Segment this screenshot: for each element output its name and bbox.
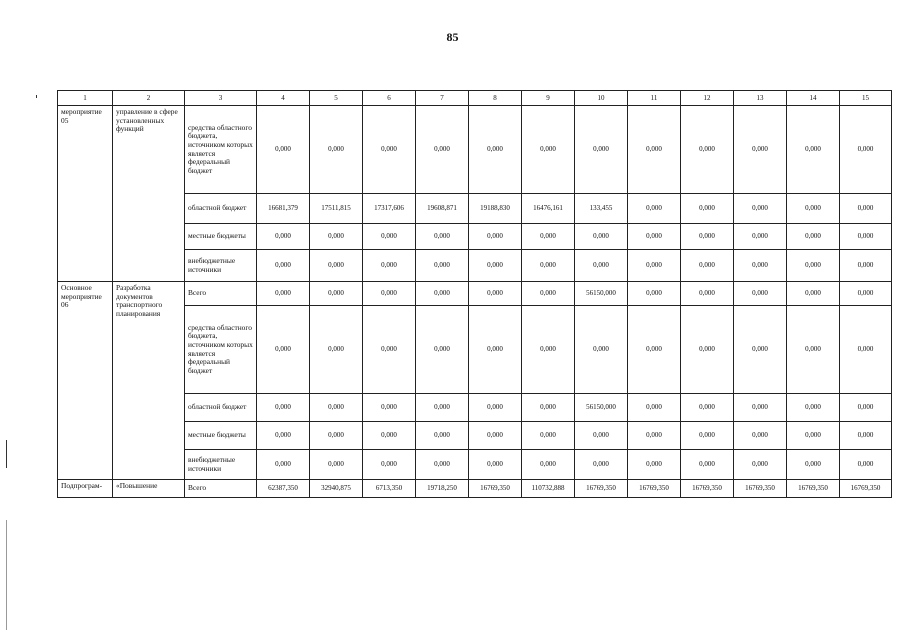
value-cell: 0,000 xyxy=(787,250,840,282)
event-title-cell: Разработка документов транспортного планирования xyxy=(113,282,185,480)
value-cell: 0,000 xyxy=(416,422,469,450)
value-cell: 0,000 xyxy=(469,306,522,394)
value-cell: 0,000 xyxy=(840,106,892,194)
value-cell: 0,000 xyxy=(469,224,522,250)
value-cell: 0,000 xyxy=(628,450,681,480)
value-cell: 0,000 xyxy=(840,450,892,480)
value-cell: 0,000 xyxy=(310,224,363,250)
value-cell: 0,000 xyxy=(310,282,363,306)
header-cell: 12 xyxy=(681,91,734,106)
value-cell: 0,000 xyxy=(681,250,734,282)
value-cell: 0,000 xyxy=(840,394,892,422)
header-cell: 7 xyxy=(416,91,469,106)
value-cell: 0,000 xyxy=(628,306,681,394)
value-cell: 16769,350 xyxy=(575,480,628,498)
value-cell: 0,000 xyxy=(310,394,363,422)
funding-source-cell: средства областного бюджета, источником которых является федеральный бюджет xyxy=(185,106,257,194)
header-cell: 15 xyxy=(840,91,892,106)
header-cell: 5 xyxy=(310,91,363,106)
funding-source-cell: областной бюджет xyxy=(185,194,257,224)
value-cell: 0,000 xyxy=(363,224,416,250)
funding-source-cell: Всего xyxy=(185,282,257,306)
value-cell: 0,000 xyxy=(734,106,787,194)
header-cell: 8 xyxy=(469,91,522,106)
value-cell: 16476,161 xyxy=(522,194,575,224)
value-cell: 0,000 xyxy=(840,194,892,224)
value-cell: 19718,250 xyxy=(416,480,469,498)
value-cell: 0,000 xyxy=(310,106,363,194)
header-cell: 14 xyxy=(787,91,840,106)
value-cell: 0,000 xyxy=(363,422,416,450)
value-cell: 0,000 xyxy=(257,394,310,422)
value-cell: 0,000 xyxy=(469,250,522,282)
header-cell: 1 xyxy=(58,91,113,106)
value-cell: 16681,379 xyxy=(257,194,310,224)
value-cell: 56150,000 xyxy=(575,282,628,306)
value-cell: 0,000 xyxy=(469,450,522,480)
scan-artifact xyxy=(36,95,37,98)
value-cell: 0,000 xyxy=(787,106,840,194)
value-cell: 0,000 xyxy=(257,282,310,306)
funding-source-cell: внебюджетные источники xyxy=(185,250,257,282)
funding-source-cell: Всего xyxy=(185,480,257,498)
value-cell: 0,000 xyxy=(522,282,575,306)
value-cell: 16769,350 xyxy=(681,480,734,498)
value-cell: 0,000 xyxy=(575,306,628,394)
value-cell: 0,000 xyxy=(257,306,310,394)
value-cell: 16769,350 xyxy=(734,480,787,498)
value-cell: 0,000 xyxy=(787,194,840,224)
value-cell: 0,000 xyxy=(734,306,787,394)
value-cell: 62387,350 xyxy=(257,480,310,498)
value-cell: 0,000 xyxy=(416,306,469,394)
value-cell: 56150,000 xyxy=(575,394,628,422)
funding-source-cell: средства областного бюджета, источником которых является федеральный бюджет xyxy=(185,306,257,394)
page-number: 85 xyxy=(446,30,459,44)
value-cell: 16769,350 xyxy=(469,480,522,498)
value-cell: 0,000 xyxy=(734,394,787,422)
value-cell: 0,000 xyxy=(575,450,628,480)
value-cell: 0,000 xyxy=(681,194,734,224)
value-cell: 0,000 xyxy=(363,106,416,194)
value-cell: 0,000 xyxy=(522,450,575,480)
value-cell: 0,000 xyxy=(469,422,522,450)
value-cell: 32940,875 xyxy=(310,480,363,498)
value-cell: 0,000 xyxy=(522,250,575,282)
value-cell: 0,000 xyxy=(522,224,575,250)
value-cell: 0,000 xyxy=(310,422,363,450)
value-cell: 0,000 xyxy=(787,450,840,480)
value-cell: 0,000 xyxy=(787,224,840,250)
value-cell: 0,000 xyxy=(681,106,734,194)
header-cell: 9 xyxy=(522,91,575,106)
value-cell: 0,000 xyxy=(840,224,892,250)
value-cell: 0,000 xyxy=(681,306,734,394)
value-cell: 0,000 xyxy=(628,250,681,282)
event-cell: Подпрограм- xyxy=(58,480,113,498)
value-cell: 0,000 xyxy=(840,282,892,306)
value-cell: 17317,606 xyxy=(363,194,416,224)
event-cell: мероприятие 05 xyxy=(58,106,113,282)
event-title-cell: управление в сфере установленных функций xyxy=(113,106,185,282)
value-cell: 0,000 xyxy=(681,394,734,422)
value-cell: 0,000 xyxy=(628,394,681,422)
funding-source-cell: местные бюджеты xyxy=(185,224,257,250)
table-row xyxy=(58,282,892,306)
value-cell: 0,000 xyxy=(522,422,575,450)
value-cell: 0,000 xyxy=(257,422,310,450)
value-cell: 0,000 xyxy=(734,194,787,224)
value-cell: 0,000 xyxy=(734,282,787,306)
value-cell: 0,000 xyxy=(363,282,416,306)
value-cell: 0,000 xyxy=(310,450,363,480)
header-cell: 2 xyxy=(113,91,185,106)
value-cell: 0,000 xyxy=(469,282,522,306)
value-cell: 19608,871 xyxy=(416,194,469,224)
value-cell: 0,000 xyxy=(257,250,310,282)
value-cell: 0,000 xyxy=(363,250,416,282)
header-cell: 11 xyxy=(628,91,681,106)
budget-table-container xyxy=(57,90,889,498)
value-cell: 0,000 xyxy=(416,394,469,422)
value-cell: 0,000 xyxy=(681,422,734,450)
header-cell: 10 xyxy=(575,91,628,106)
value-cell: 0,000 xyxy=(363,306,416,394)
value-cell: 0,000 xyxy=(787,394,840,422)
value-cell: 0,000 xyxy=(522,394,575,422)
value-cell: 0,000 xyxy=(257,450,310,480)
value-cell: 0,000 xyxy=(469,106,522,194)
value-cell: 0,000 xyxy=(840,306,892,394)
funding-source-cell: внебюджетные источники xyxy=(185,450,257,480)
value-cell: 0,000 xyxy=(522,106,575,194)
value-cell: 0,000 xyxy=(628,282,681,306)
event-title-cell: «Повышение xyxy=(113,480,185,498)
value-cell: 16769,350 xyxy=(840,480,892,498)
table-row xyxy=(58,106,892,194)
table-body xyxy=(58,91,892,498)
value-cell: 0,000 xyxy=(416,224,469,250)
value-cell: 0,000 xyxy=(310,306,363,394)
value-cell: 0,000 xyxy=(787,282,840,306)
funding-source-cell: областной бюджет xyxy=(185,394,257,422)
value-cell: 0,000 xyxy=(416,282,469,306)
value-cell: 0,000 xyxy=(363,450,416,480)
value-cell: 17511,815 xyxy=(310,194,363,224)
value-cell: 0,000 xyxy=(416,450,469,480)
event-cell: Основное мероприятие 06 xyxy=(58,282,113,480)
funding-source-cell: местные бюджеты xyxy=(185,422,257,450)
header-cell: 4 xyxy=(257,91,310,106)
value-cell: 0,000 xyxy=(787,422,840,450)
value-cell: 0,000 xyxy=(257,224,310,250)
value-cell: 0,000 xyxy=(628,194,681,224)
header-cell: 13 xyxy=(734,91,787,106)
value-cell: 0,000 xyxy=(628,106,681,194)
table-row xyxy=(58,480,892,498)
value-cell: 110732,888 xyxy=(522,480,575,498)
budget-table xyxy=(57,90,892,498)
value-cell: 0,000 xyxy=(522,306,575,394)
header-cell: 3 xyxy=(185,91,257,106)
scan-artifact xyxy=(6,440,7,468)
value-cell: 0,000 xyxy=(416,250,469,282)
value-cell: 0,000 xyxy=(681,450,734,480)
header-cell: 6 xyxy=(363,91,416,106)
value-cell: 0,000 xyxy=(310,250,363,282)
value-cell: 0,000 xyxy=(840,422,892,450)
scan-artifact xyxy=(6,520,7,630)
value-cell: 133,455 xyxy=(575,194,628,224)
value-cell: 0,000 xyxy=(734,422,787,450)
value-cell: 6713,350 xyxy=(363,480,416,498)
value-cell: 0,000 xyxy=(628,422,681,450)
value-cell: 0,000 xyxy=(628,224,681,250)
value-cell: 16769,350 xyxy=(787,480,840,498)
value-cell: 0,000 xyxy=(840,250,892,282)
value-cell: 0,000 xyxy=(734,450,787,480)
value-cell: 0,000 xyxy=(734,224,787,250)
value-cell: 0,000 xyxy=(787,306,840,394)
value-cell: 0,000 xyxy=(416,106,469,194)
value-cell: 0,000 xyxy=(575,106,628,194)
value-cell: 0,000 xyxy=(575,250,628,282)
value-cell: 16769,350 xyxy=(628,480,681,498)
value-cell: 0,000 xyxy=(469,394,522,422)
value-cell: 19188,830 xyxy=(469,194,522,224)
value-cell: 0,000 xyxy=(681,224,734,250)
value-cell: 0,000 xyxy=(363,394,416,422)
header-row xyxy=(58,91,892,106)
value-cell: 0,000 xyxy=(681,282,734,306)
value-cell: 0,000 xyxy=(734,250,787,282)
value-cell: 0,000 xyxy=(575,422,628,450)
value-cell: 0,000 xyxy=(257,106,310,194)
value-cell: 0,000 xyxy=(575,224,628,250)
